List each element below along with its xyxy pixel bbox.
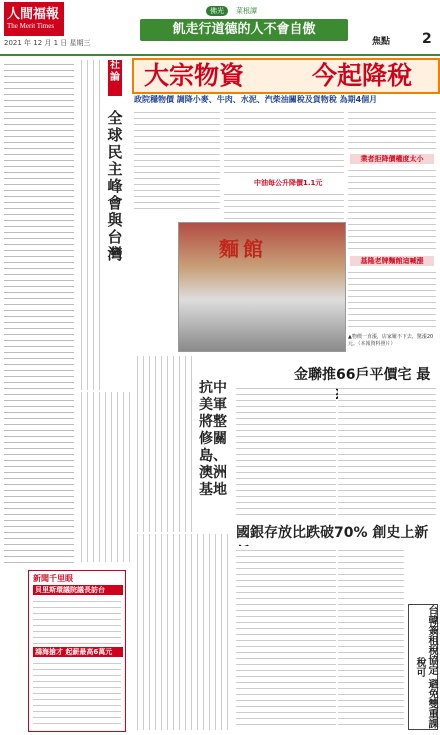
news-brief-box xyxy=(28,570,126,732)
newspaper-logo xyxy=(4,2,64,36)
page-number: 2 xyxy=(422,31,432,47)
feature-body-2 xyxy=(224,108,344,176)
editorial-body-continued xyxy=(78,392,130,562)
news-brief-headline-2: 鴻海搶才 起薪最高6萬元 xyxy=(33,647,123,657)
daily-slogan: 飢走行道德的人不會自傲 xyxy=(140,19,348,41)
logo-english-name: The Merit Times xyxy=(7,22,55,30)
slogan-badge: 佛光 xyxy=(206,6,228,16)
photo-caption: ▲物價一直漲，店家屢不下去，驚漲20元。（本報資料照片） xyxy=(348,334,434,347)
housing-headline: 金聯推66戶平價宅 最 9 xyxy=(294,367,431,403)
feature-pill-industry: 業者拒降價權度太小 xyxy=(350,154,434,164)
header-divider xyxy=(0,54,440,56)
news-brief-headline-1: 貝里斯環議院議長訪台 xyxy=(33,585,123,595)
noodle-shop-photo xyxy=(178,222,346,352)
feature-title-left: 大宗物資 xyxy=(144,61,245,90)
tax-agreement-notice: 台韓簽租稅協定 避免雙重課稅可 xyxy=(408,604,438,730)
slogan-source: 菜根譚 xyxy=(236,7,257,15)
shop-sign-text: 麵館 xyxy=(219,237,267,261)
military-headline: 抗中 美軍將整修關島、澳洲基地 xyxy=(199,380,227,498)
news-brief-body-1 xyxy=(33,597,121,645)
bank-body-1 xyxy=(236,546,336,726)
editorial-title: 全球民主峰會與台灣 xyxy=(107,109,123,263)
bank-body-2 xyxy=(338,546,404,726)
editorial-tag: 社論 xyxy=(108,60,122,96)
news-brief-title: 新聞千里眼 xyxy=(33,574,73,583)
feature-body-1 xyxy=(134,108,220,212)
section-label: 焦點 xyxy=(372,37,391,47)
military-body-continued xyxy=(134,534,232,730)
military-body xyxy=(134,356,194,532)
feature-body-6 xyxy=(348,268,436,332)
feature-banner xyxy=(132,58,440,94)
editorial-body xyxy=(78,60,104,390)
feature-body-3 xyxy=(224,190,344,220)
news-brief-body-2 xyxy=(33,659,121,725)
housing-body-2 xyxy=(338,384,436,520)
feature-title-right: 今起降稅 xyxy=(312,61,413,90)
left-column-text-block xyxy=(4,60,74,565)
feature-body-5 xyxy=(348,166,436,254)
feature-body-4 xyxy=(348,108,436,152)
issue-date: 2021 年 12 月 1 日 星期三 xyxy=(4,39,91,47)
feature-pill-cpc: 中油每公升降價1.1元 xyxy=(254,179,323,187)
bank-headline: 國銀存放比跌破70% 創史上新 xyxy=(236,525,429,541)
feature-pill-keelung: 基隆老牌麵館這喊漲 xyxy=(350,256,434,266)
logo-chinese-name: 人間福報 xyxy=(7,7,60,22)
housing-body-1 xyxy=(236,384,336,520)
feature-subhead: 政院穩物價 調降小麥、牛肉、水泥、汽柴油關稅及貨物稅 為期4個月 xyxy=(134,95,378,104)
